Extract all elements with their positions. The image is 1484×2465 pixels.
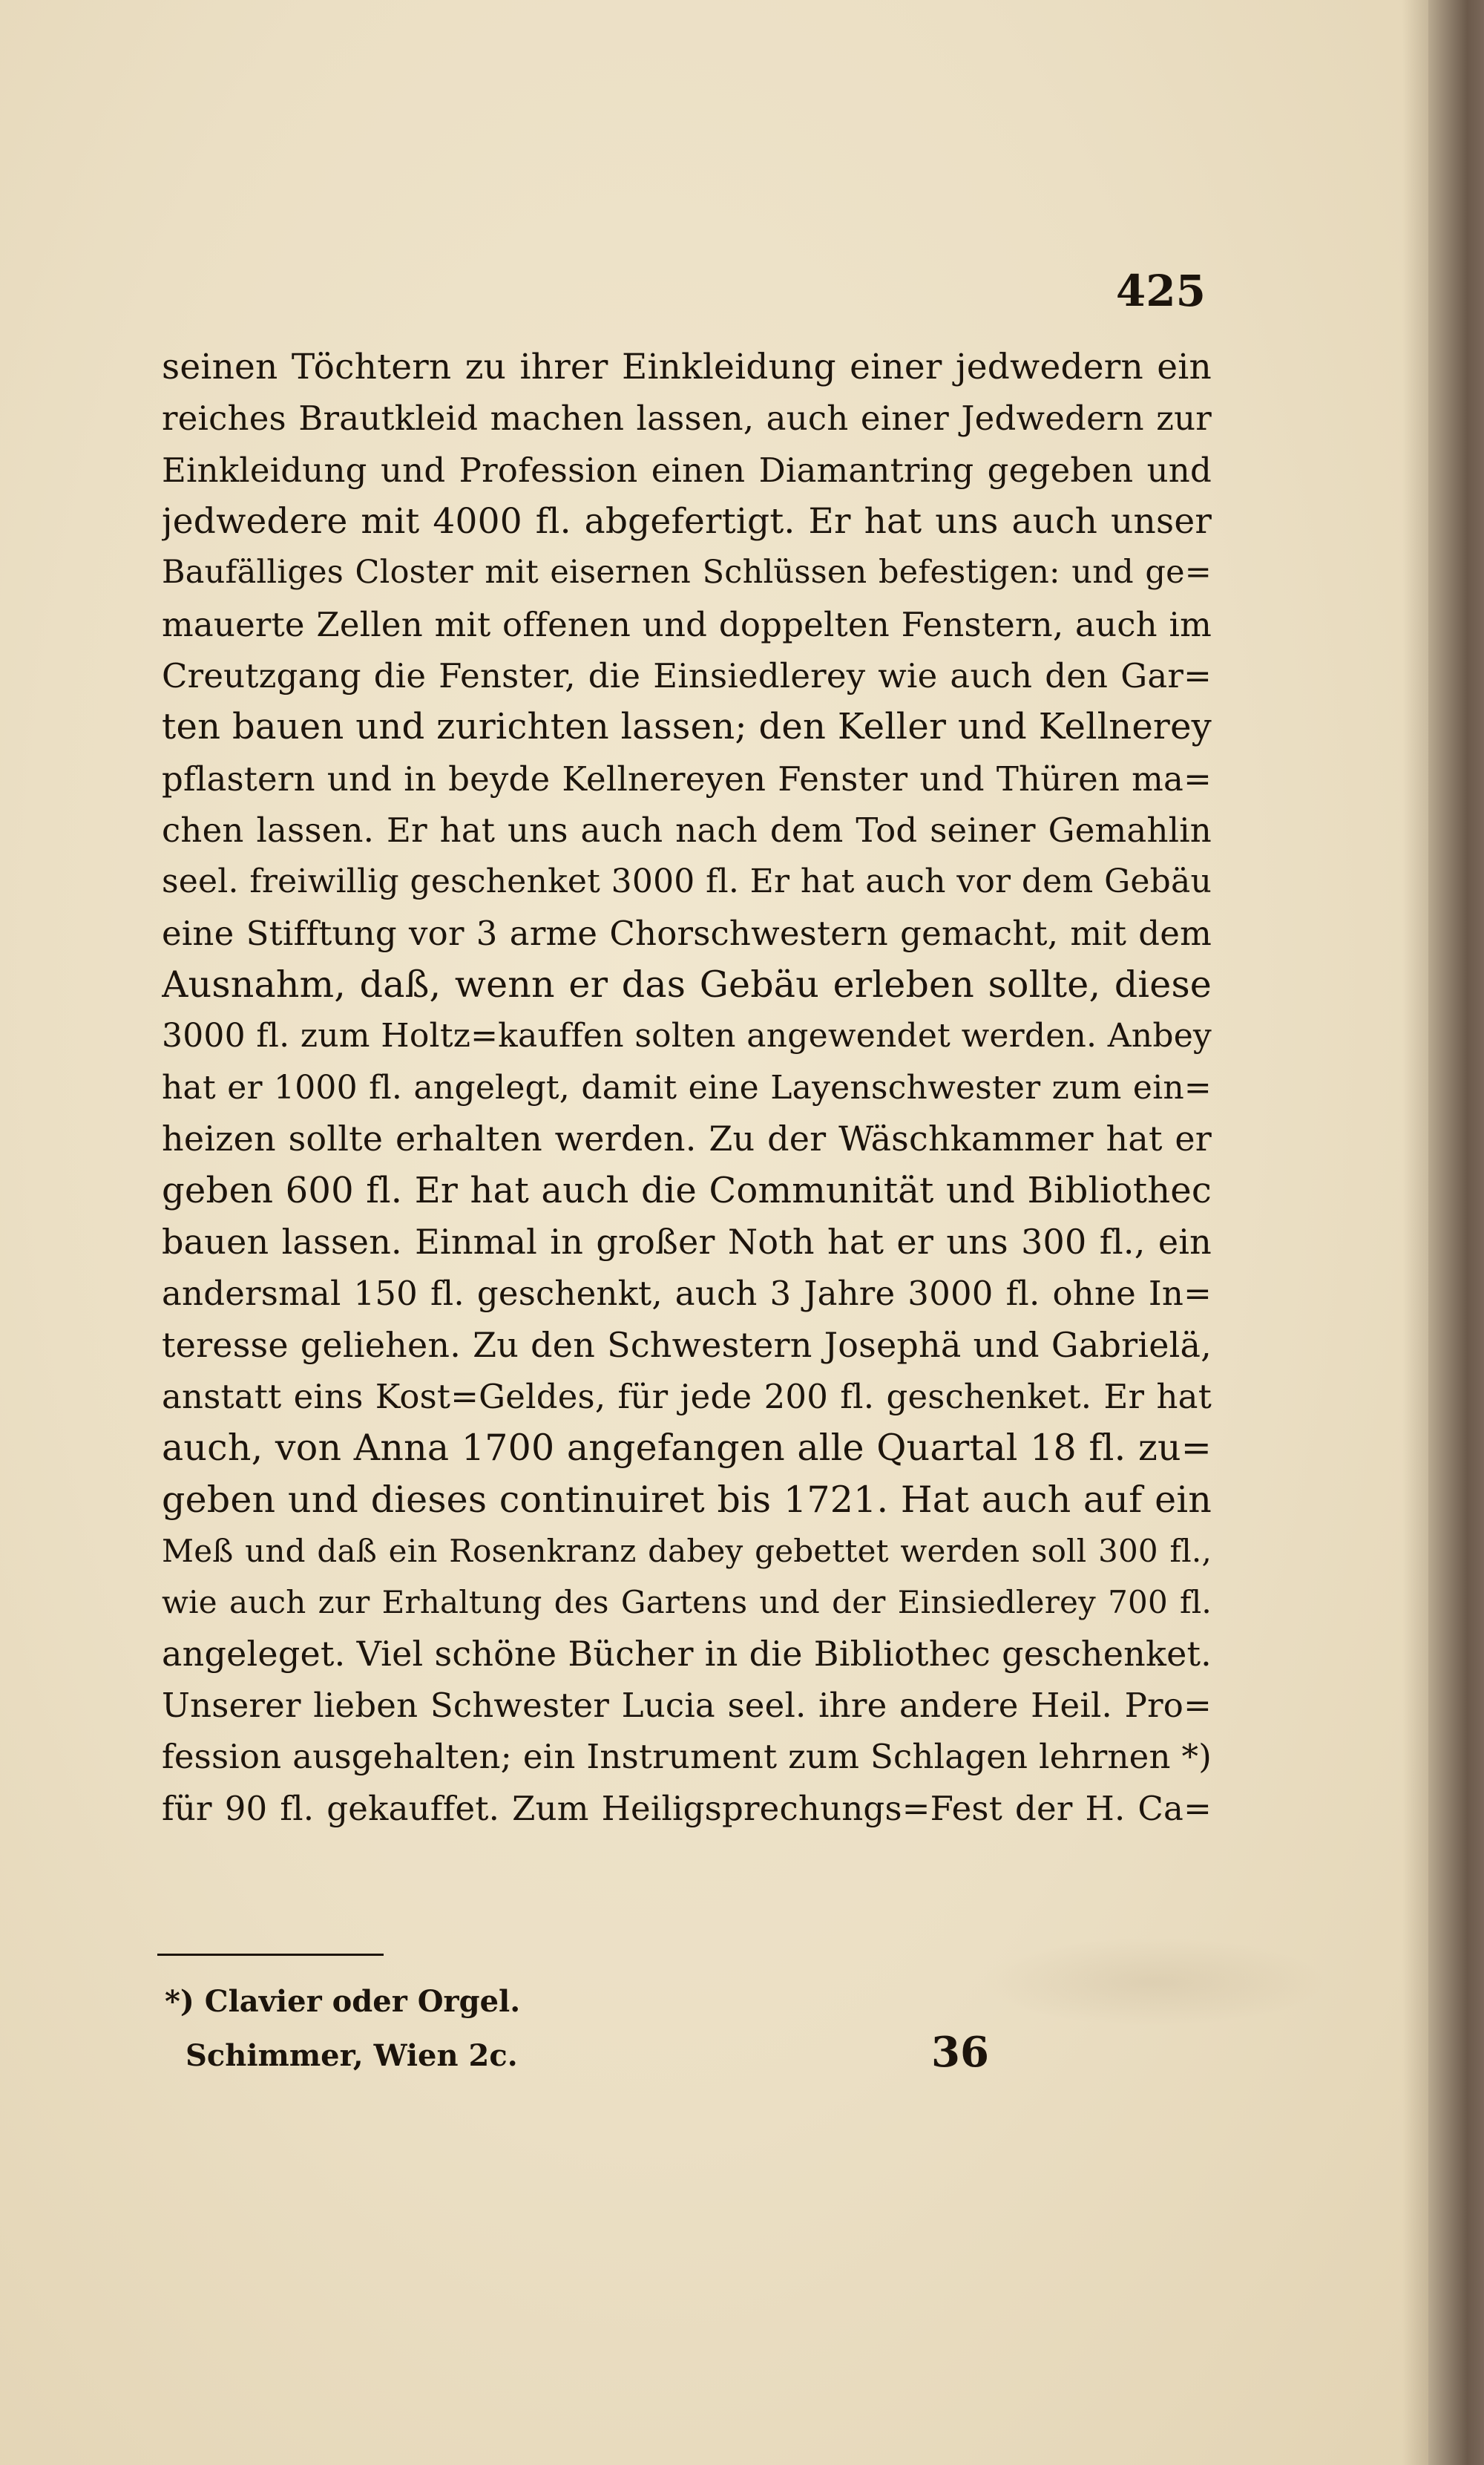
text-line: 3000 fl. zum Holtz=kauffen solten angewendet werden. Anbey xyxy=(162,1017,1212,1055)
text-line: teresse geliehen. Zu den Schwestern Josephä und Gabrielä, xyxy=(162,1324,1212,1365)
text-line: heizen sollte erhalten werden. Zu der Wäschkammer hat er xyxy=(162,1119,1212,1159)
body-text xyxy=(162,341,1212,1834)
book-edge xyxy=(1428,0,1484,2465)
text-line: für 90 fl. gekauffet. Zum Heiligsprechungs=Fest der H. Ca= xyxy=(162,1788,1212,1828)
text-line: fession ausgehalten; ein Instrument zum Schlagen lehrnen *) xyxy=(162,1737,1212,1777)
text-line: mauerte Zellen mit offenen und doppelten Fenstern, auch im xyxy=(162,604,1212,644)
text-line: Creutzgang die Fenster, die Einsiedlerey wie auch den Gar= xyxy=(162,656,1212,696)
text-line: andersmal 150 fl. geschenkt, auch 3 Jahre 3000 fl. ohne In= xyxy=(162,1274,1212,1314)
text-line: auch, von Anna 1700 angefangen alle Quartal 18 fl. zu= xyxy=(162,1427,1212,1470)
text-line: pflastern und in beyde Kellnereyen Fenster und Thüren ma= xyxy=(162,759,1212,799)
signature-line: Schimmer, Wien 2c. xyxy=(186,2038,518,2073)
text-line: angeleget. Viel schöne Bücher in die Bibliothec geschenket. xyxy=(162,1633,1212,1674)
page-gutter-shadow xyxy=(1402,0,1428,2465)
text-line: Unserer lieben Schwester Lucia seel. ihre andere Heil. Pro= xyxy=(162,1685,1212,1725)
text-line: anstatt eins Kost=Geldes, für jede 200 fl. geschenket. Er hat xyxy=(162,1376,1212,1416)
text-line: seel. freiwillig geschenket 3000 fl. Er hat auch vor dem Gebäu xyxy=(162,862,1212,901)
text-line: seinen Töchtern zu ihrer Einkleidung einer jedwedern ein xyxy=(162,347,1212,387)
text-line: geben und dieses continuiret bis 1721. Hat auch auf ein xyxy=(162,1478,1212,1521)
text-line: Ausnahm, daß, wenn er das Gebäu erleben sollte, diese xyxy=(162,963,1212,1006)
text-line: Einkleidung und Profession einen Diamantring gegeben und xyxy=(162,450,1212,490)
text-line: chen lassen. Er hat uns auch nach dem Tod seiner Gemahlin xyxy=(162,811,1212,851)
footnote: *) Clavier oder Orgel. xyxy=(165,1984,521,2019)
text-line: reiches Brautkleid machen lassen, auch einer Jedwedern zur xyxy=(162,399,1212,439)
text-line: geben 600 fl. Er hat auch die Communität und Bibliothec xyxy=(162,1169,1212,1211)
text-line: ten bauen und zurichten lassen; den Keller und Kellnerey xyxy=(162,706,1212,748)
text-line: Baufälliges Closter mit eisernen Schlüssen befestigen: und ge= xyxy=(162,554,1212,592)
signature-mark: 36 xyxy=(931,2028,989,2077)
text-line: bauen lassen. Einmal in großer Noth hat er uns 300 fl., ein xyxy=(162,1221,1212,1262)
text-line: Meß und daß ein Rosenkranz dabey gebettet werden soll 300 fl., xyxy=(162,1532,1212,1569)
footnote-rule xyxy=(157,1954,384,1956)
ink-show-through xyxy=(979,1937,1328,2026)
page-number: 425 xyxy=(1115,266,1206,316)
text-line: hat er 1000 fl. angelegt, damit eine Layenschwester zum ein= xyxy=(162,1068,1212,1107)
text-line: eine Stifftung vor 3 arme Chorschwestern gemacht, mit dem xyxy=(162,913,1212,953)
text-line: jedwedere mit 4000 fl. abgefertigt. Er hat uns auch unser xyxy=(162,501,1212,543)
text-line: wie auch zur Erhaltung des Gartens und der Einsiedlerey 700 fl. xyxy=(162,1584,1212,1621)
